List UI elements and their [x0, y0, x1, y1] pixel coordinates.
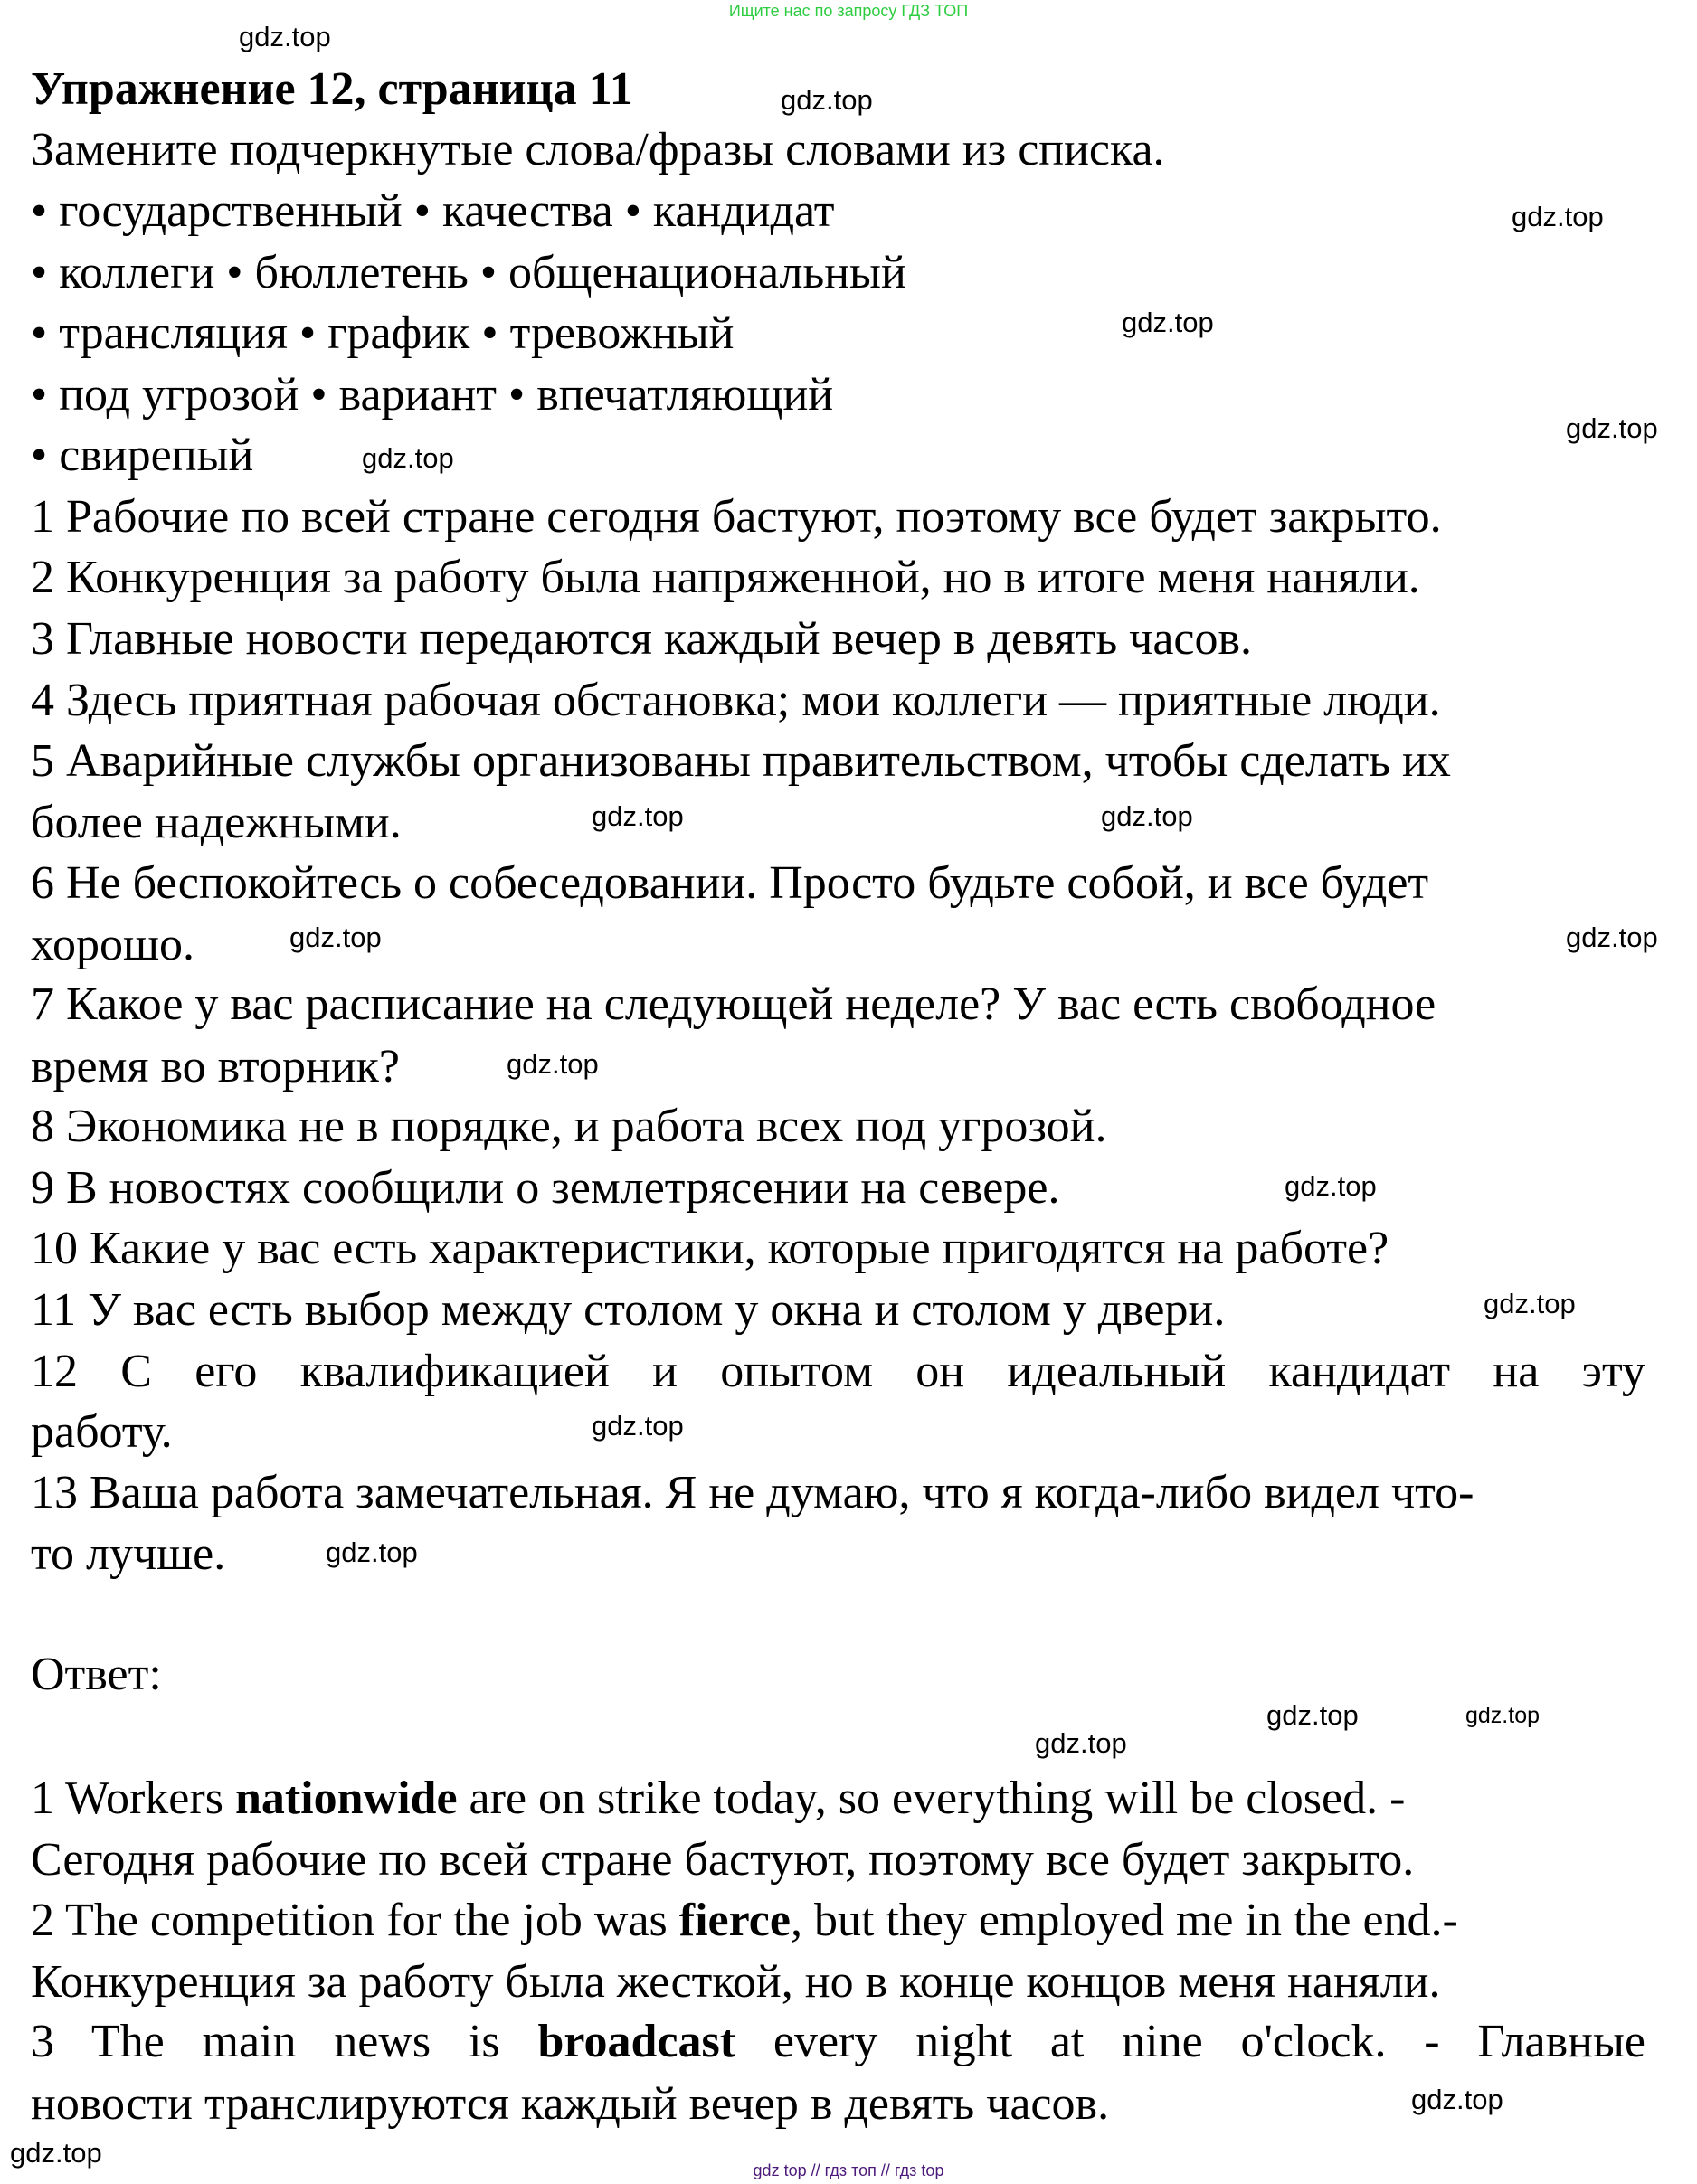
- bottom-banner[interactable]: gdz top // гдз топ // гдз top: [753, 2161, 944, 2179]
- watermark: gdz.top: [1101, 800, 1193, 832]
- watermark: gdz.top: [362, 442, 454, 474]
- word-list-line: • государственный • качества • кандидат: [31, 185, 835, 237]
- answer-text: 3 The main news is: [31, 2016, 538, 2067]
- sentence-line: более надежными.: [31, 797, 402, 848]
- answer-line: [31, 1768, 1645, 1829]
- top-banner[interactable]: Ищите нас по запросу ГДЗ ТОП: [728, 2, 969, 20]
- answer-keyword: broadcast: [537, 2016, 736, 2067]
- answer-text: are on strike today, so everything will be closed. -: [457, 1773, 1406, 1824]
- watermark: gdz.top: [239, 21, 331, 52]
- watermark: gdz.top: [592, 800, 684, 832]
- watermark: gdz.top: [1566, 412, 1658, 444]
- watermark: gdz.top: [1566, 922, 1658, 953]
- watermark: gdz.top: [592, 1410, 684, 1442]
- watermark: gdz.top: [1035, 1727, 1127, 1759]
- sentence-line: 11 У вас есть выбор между столом у окна и столом у двери.: [31, 1284, 1226, 1336]
- watermark: gdz.top: [289, 922, 382, 953]
- watermark: gdz.top: [1285, 1170, 1377, 1202]
- sentence-line: то лучше.: [31, 1528, 226, 1580]
- answer-translation: Конкуренция за работу была жесткой, но в конце концов меня наняли.: [31, 1956, 1441, 2008]
- answer-text: every night at nine o'clock. - Главные: [735, 2016, 1645, 2067]
- sentence-line: 9 В новостях сообщили о землетрясении на севере.: [31, 1162, 1060, 1214]
- sentence-line: 7 Какое у вас расписание на следующей неделе? У вас есть свободное: [31, 979, 1436, 1030]
- word-list-line: • трансляция • график • тревожный: [31, 307, 735, 359]
- sentence-line: 8 Экономика не в порядке, и работа всех под угрозой.: [31, 1101, 1107, 1152]
- answer-text: , but they employed me in the end.-: [790, 1895, 1458, 1946]
- word-list-line: • под угрозой • вариант • впечатляющий: [31, 369, 834, 421]
- sentence-line: 1 Рабочие по всей стране сегодня бастуют, поэтому все будет закрыто.: [31, 491, 1442, 543]
- sentence-line: 6 Не беспокойтесь о собеседовании. Просто будьте собой, и все будет: [31, 857, 1429, 909]
- page-title: Упражнение 12, страница 11: [31, 63, 633, 115]
- sentence-line: 13 Ваша работа замечательная. Я не думаю, что я когда-либо видел что-: [31, 1467, 1474, 1518]
- instruction: Замените подчеркнутые слова/фразы словами из списка.: [31, 124, 1165, 175]
- watermark: gdz.top: [1465, 1703, 1541, 1728]
- word-list-line: • свирепый: [31, 430, 254, 481]
- answer-label: Ответ:: [31, 1649, 162, 1700]
- watermark: gdz.top: [326, 1536, 418, 1568]
- answer-translation: новости транслируются каждый вечер в девять часов.: [31, 2078, 1110, 2130]
- watermark: gdz.top: [781, 84, 873, 116]
- sentence-line: хорошо.: [31, 919, 195, 970]
- answer-line: [31, 1890, 1645, 1952]
- watermark: gdz.top: [10, 2137, 102, 2169]
- watermark: gdz.top: [1484, 1288, 1576, 1319]
- sentence-line: работу.: [31, 1406, 173, 1458]
- sentence-line: 5 Аварийные службы организованы правительством, чтобы сделать их: [31, 735, 1451, 787]
- sentence-line: время во вторник?: [31, 1041, 400, 1092]
- answer-keyword: fierce: [678, 1895, 791, 1946]
- sentence-line: 2 Конкуренция за работу была напряженной, но в итоге меня наняли.: [31, 552, 1420, 603]
- answer-translation: Сегодня рабочие по всей стране бастуют, поэтому все будет закрыто.: [31, 1834, 1415, 1886]
- answer-line: [31, 2011, 1645, 2073]
- answer-text: 1 Workers: [31, 1773, 235, 1824]
- watermark: gdz.top: [1122, 307, 1214, 338]
- sentence-line: 4 Здесь приятная рабочая обстановка; мои коллеги — приятные люди.: [31, 675, 1441, 726]
- word-list-line: • коллеги • бюллетень • общенациональный: [31, 247, 906, 298]
- answer-text: 2 The competition for the job was: [31, 1895, 679, 1946]
- watermark: gdz.top: [1266, 1699, 1359, 1731]
- watermark: gdz.top: [507, 1048, 599, 1080]
- answer-keyword: nationwide: [234, 1773, 458, 1824]
- sentence-line: 12 С его квалификацией и опытом он идеальный кандидат на эту: [31, 1346, 1645, 1397]
- sentence-line: 3 Главные новости передаются каждый вечер в девять часов.: [31, 613, 1253, 665]
- sentence-line: 10 Какие у вас есть характеристики, которые пригодятся на работе?: [31, 1223, 1389, 1274]
- watermark: gdz.top: [1512, 201, 1604, 232]
- watermark: gdz.top: [1411, 2084, 1503, 2115]
